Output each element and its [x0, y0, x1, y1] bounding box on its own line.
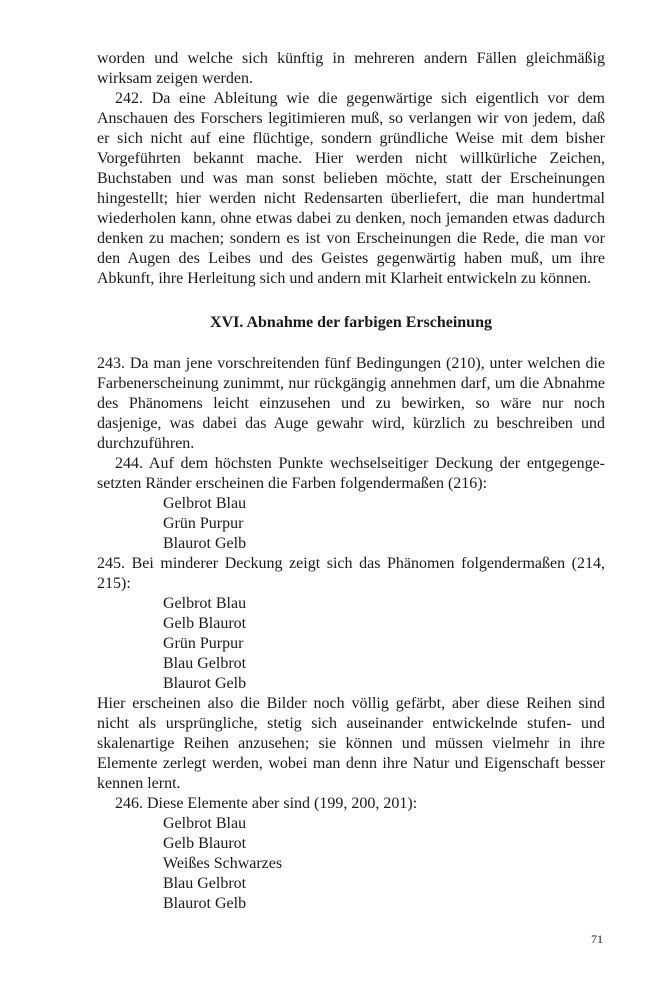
paragraph-241-continuation: worden und welche sich künftig in mehreren andern Fällen gleichmäßig wirksam zeigen werden.	[97, 50, 605, 87]
color-list-246	[97, 814, 605, 914]
list-item: Gelbrot Blau	[163, 495, 247, 512]
paragraph-245: 245. Bei minderer Deckung zeigt sich das Phänomen folgendermaßen (214, 215):	[97, 555, 605, 592]
list-item: Gelb Blaurot	[163, 615, 247, 632]
color-list-245	[97, 594, 605, 694]
section-heading: XVI. Abnahme der farbigen Erscheinung	[210, 314, 492, 331]
list-item: Blau Gelbrot	[163, 655, 247, 672]
list-item: Blaurot Gelb	[163, 675, 247, 692]
page-number: 71	[591, 932, 603, 946]
list-item: Grün Purpur	[163, 515, 244, 532]
paragraph-246: 246. Diese Elemente aber sind (199, 200, 201):	[115, 795, 418, 812]
paragraph-243: 243. Da man jene vorschreitenden fünf Bedingungen (210), unter welchen die Farbenerscheinung zunimmt, nur rückgängig annehmen darf, um die Abnahme des Phänomens leicht einzusehen und zu bewirken, so wäre nur noch dasjenige, was dabei das Auge gewahr wird, kürzlich zu beschreiben und durchzuführen.	[97, 355, 605, 452]
list-item: Grün Purpur	[163, 635, 244, 652]
list-item: Weißes Schwarzes	[163, 855, 283, 872]
list-item: Gelbrot Blau	[163, 595, 247, 612]
list-item: Blaurot Gelb	[163, 535, 247, 552]
paragraph-242: 242. Da eine Ableitung wie die gegenwärtige sich eigentlich vor dem Anschauen des Forschers legitimieren muß, so verlangen wir von jedem, daß er sich nicht auf eine flüchtige, sondern gründliche Weise mit dem bisher Vorgeführten bekannt mache. Hier werden nicht willkürliche Zeichen, Buchstaben und was man sonst belieben möchte, statt der Erscheinungen hingestellt; hier werden nicht Redensarten überliefert, die man hundertmal wiederholen kann, ohne etwas dabei zu denken, noch jemanden etwas dadurch denken zu machen; sondern es ist von Erscheinungen die Rede, die man vor den Augen des Leibes und des Geistes gegenwärtig haben muß, um ihre Abkunft, ihre Herleitung sich und andern mit Klarheit entwickeln zu können.	[97, 90, 605, 287]
color-list-244	[97, 494, 605, 554]
paragraph-244: 244. Auf dem höchsten Punkte wechselseitiger Deckung der entgegengesetzten Ränder erscheinen die Farben folgendermaßen (216):	[97, 455, 605, 492]
text-block	[97, 49, 605, 914]
list-item: Gelb Blaurot	[163, 835, 247, 852]
list-item: Gelbrot Blau	[163, 815, 247, 832]
paragraph-245-continuation: Hier erscheinen also die Bilder noch völlig gefärbt, aber diese Reihen sind nicht als ursprüngliche, stetig sich auseinander entwickelnde stufen- und skalenartige Reihen anzusehen; sie können und müssen vielmehr in ihre Elemente zerlegt werden, wobei man denn ihre Natur und Eigenschaft besser kennen lernt.	[97, 695, 605, 792]
list-item: Blau Gelbrot	[163, 875, 247, 892]
list-item: Blaurot Gelb	[163, 895, 247, 912]
